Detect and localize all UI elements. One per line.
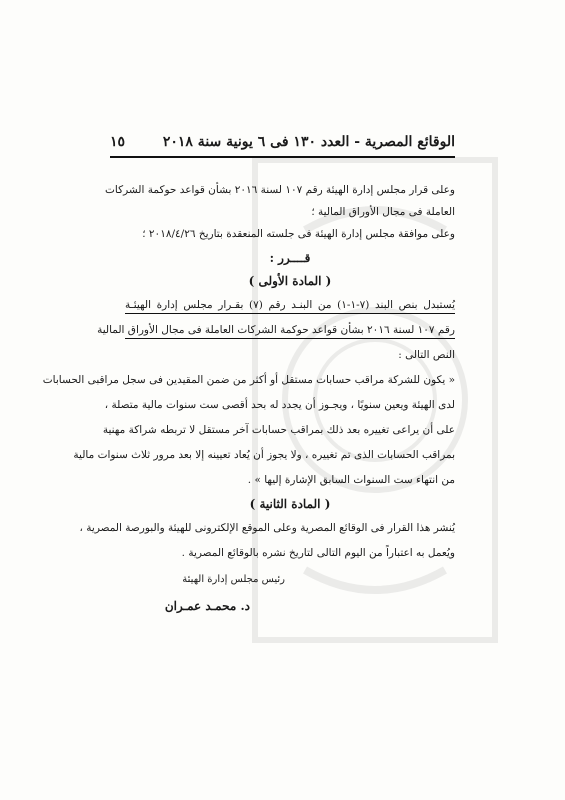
header-title: الوقائع المصرية - العدد ١٣٠ فى ٦ يونية سنة ٢٠١٨: [162, 134, 455, 150]
article-1-title: ( المادة الأولى ): [248, 274, 332, 288]
paragraph-line: رقم ١٠٧ لسنة ٢٠١٦ بشأن قواعد حوكمة الشركات العاملة فى مجال الأوراق المالية: [125, 324, 455, 339]
signature-role: رئيس مجلس إدارة الهيئة: [182, 574, 285, 585]
article-2-title: ( المادة الثانية ): [249, 497, 331, 511]
paragraph-line: بمراقب الحسابات الذى تم تغييره ، ولا يجوز أن يُعاد تعيينه إلا بعد مرور ثلاث سنوات مالية: [73, 449, 455, 461]
paragraph-line: يُنشر هذا القرار فى الوقائع المصرية وعلى الموقع الإلكترونى للهيئة والبورصة المصرية ،: [79, 522, 455, 534]
paragraph-line: « يكون للشركة مراقب حسابات مستقل أو أكثر من ضمن المقيدين فى سجل مراقبى الحسابات: [42, 374, 455, 386]
paragraph-line: لدى الهيئة ويعين سنويًا ، ويجـوز أن يجدد له بحد أقصى ست سنوات مالية متصلة ،: [104, 399, 455, 411]
paragraph-line: وعلى قرار مجلس إدارة الهيئة رقم ١٠٧ لسنة ٢٠١٦ بشأن قواعد حوكمة الشركات: [105, 184, 455, 196]
page-number: ١٥: [110, 134, 126, 150]
paragraph-line: العاملة فى مجال الأوراق المالية ؛: [311, 206, 455, 218]
paragraph-line: النص التالى :: [398, 349, 455, 361]
paragraph-line: ويُعمل به اعتباراً من اليوم التالى لتاريخ نشره بالوقائع المصرية .: [181, 547, 455, 559]
header-divider: [110, 156, 455, 158]
page-header: [110, 130, 455, 154]
paragraph-line: يُستبدل بنص البند (٧-١-١) من البنـد رقم (٧) بقـرار مجلس إدارة الهيئـة: [125, 299, 455, 314]
paragraph-line: على أن يراعى تغييره بعد ذلك بمراقب حسابات آخر مستقل لا تربطه شراكة مهنية: [102, 424, 455, 436]
paragraph-line: وعلى موافقة مجلس إدارة الهيئة فى جلسته المنعقدة بتاريخ ٢٠١٨/٤/٢٦ ؛: [142, 228, 455, 240]
signature-name: د. محمـد عمـران: [164, 599, 250, 613]
paragraph-line: من انتهاء ست السنوات السابق الإشارة إليها » .: [247, 474, 455, 486]
decision-heading: قــــرر :: [269, 251, 311, 265]
